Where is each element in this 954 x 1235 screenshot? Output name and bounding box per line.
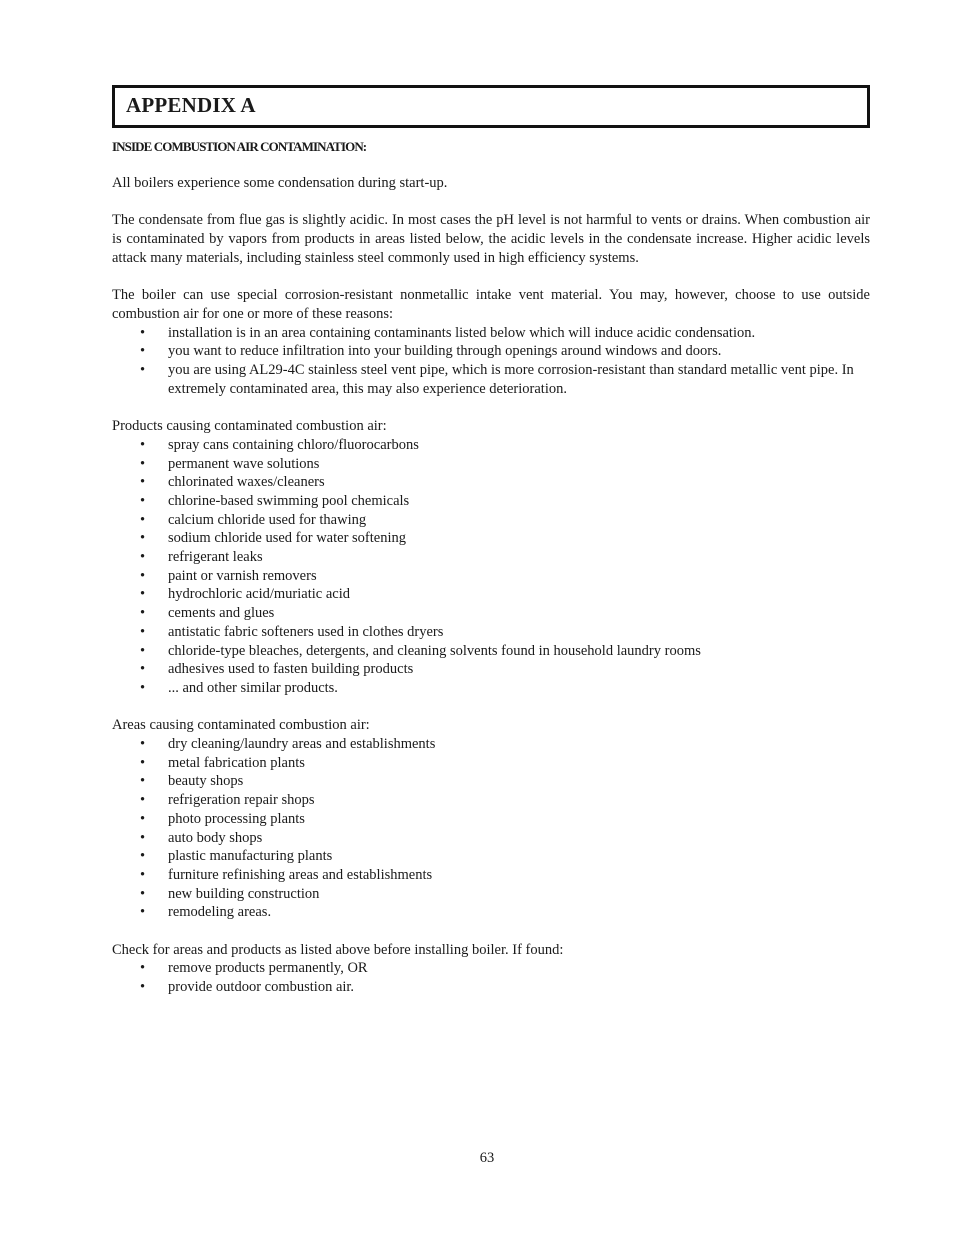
products-list (112, 436, 870, 698)
list-item-text: permanent wave solutions (168, 455, 320, 472)
list-item (112, 679, 870, 698)
bullet-glyph: • (140, 362, 146, 378)
list-item-text: auto body shops (168, 829, 263, 846)
list-item (112, 436, 870, 455)
list-item (112, 791, 870, 810)
list-item (112, 866, 870, 885)
bullet-glyph: • (140, 773, 146, 790)
bullet-glyph: • (140, 661, 146, 678)
list-item (112, 361, 870, 398)
bullet-glyph: • (140, 979, 146, 996)
bullet-glyph: • (140, 549, 146, 566)
list-item (112, 604, 870, 623)
list-item-text: furniture refinishing areas and establishments (168, 866, 433, 883)
areas-heading: Areas causing contaminated combustion air: (112, 717, 370, 734)
list-item-text: ... and other similar products. (168, 679, 338, 696)
bullet-glyph: • (140, 679, 146, 696)
bullet-glyph: • (140, 754, 146, 771)
list-item (112, 772, 870, 791)
bullet-glyph: • (140, 792, 146, 809)
list-item-text: spray cans containing chloro/fluorocarbons (168, 436, 419, 453)
list-item-text: paint or varnish removers (168, 567, 317, 584)
list-item-text: adhesives used to fasten building products (168, 661, 414, 678)
list-item-text: chlorine-based swimming pool chemicals (168, 492, 410, 509)
list-item-text: hydrochloric acid/muriatic acid (168, 586, 350, 603)
bullet-glyph: • (140, 960, 146, 977)
list-item-text: you are using AL29-4C stainless steel vent pipe, which is more corrosion-resistant than standard metallic vent pipe. In extremely contaminated area, this may also experience deterioration. (168, 362, 854, 397)
products-heading: Products causing contaminated combustion air: (112, 418, 387, 435)
bullet-glyph: • (140, 605, 146, 622)
list-item (112, 959, 870, 978)
page-title: APPENDIX A (126, 93, 256, 117)
bullet-glyph: • (140, 492, 146, 509)
bullet-glyph: • (140, 530, 146, 547)
bullet-glyph: • (140, 586, 146, 603)
list-item-text: provide outdoor combustion air. (168, 979, 355, 996)
list-item-text: photo processing plants (168, 810, 305, 827)
reasons-list (112, 324, 870, 399)
actions-list (112, 959, 870, 996)
list-item (112, 511, 870, 530)
list-item-text: refrigerant leaks (168, 549, 263, 566)
list-item-text: chloride-type bleaches, detergents, and cleaning solvents found in household laundry rooms (168, 642, 701, 659)
bullet-glyph: • (140, 436, 146, 453)
bullet-glyph: • (140, 511, 146, 528)
options-paragraph: The boiler can use special corrosion-resistant nonmetallic intake vent material. You may, however, choose to use outside combustion air for one or more of these reasons: (112, 287, 870, 322)
list-item (112, 978, 870, 997)
list-item-text: plastic manufacturing plants (168, 848, 333, 865)
list-item (112, 324, 870, 343)
list-item-text: calcium chloride used for thawing (168, 511, 367, 528)
list-item-text: antistatic fabric softeners used in clothes dryers (168, 623, 444, 640)
list-item-text: new building construction (168, 885, 320, 902)
bullet-glyph: • (140, 810, 146, 827)
bullet-glyph: • (140, 642, 146, 659)
list-item (112, 754, 870, 773)
list-item (112, 735, 870, 754)
bullet-glyph: • (140, 623, 146, 640)
list-item (112, 585, 870, 604)
list-item-text: remodeling areas. (168, 904, 272, 921)
bullet-glyph: • (140, 848, 146, 865)
bullet-glyph: • (140, 343, 146, 360)
list-item (112, 492, 870, 511)
bullet-glyph: • (140, 455, 146, 472)
list-item (112, 660, 870, 679)
list-item (112, 342, 870, 361)
list-item-text: you want to reduce infiltration into your building through openings around windows and doors. (168, 343, 722, 360)
list-item (112, 548, 870, 567)
bullet-glyph: • (140, 904, 146, 921)
areas-list (112, 735, 870, 922)
list-item-text: chlorinated waxes/cleaners (168, 474, 325, 491)
list-item (112, 642, 870, 661)
bullet-glyph: • (140, 474, 146, 491)
list-item (112, 810, 870, 829)
list-item-text: beauty shops (168, 773, 244, 790)
document-body (112, 174, 870, 1016)
list-item-text: metal fabrication plants (168, 754, 305, 771)
list-item (112, 829, 870, 848)
bullet-glyph: • (140, 324, 146, 341)
list-item-text: remove products permanently, OR (168, 960, 368, 977)
bullet-glyph: • (140, 866, 146, 883)
list-item (112, 847, 870, 866)
list-item (112, 473, 870, 492)
list-item-text: sodium chloride used for water softening (168, 530, 406, 547)
list-item (112, 623, 870, 642)
list-item (112, 529, 870, 548)
bullet-glyph: • (140, 885, 146, 902)
list-item (112, 455, 870, 474)
list-item-text: installation is in an area containing contaminants listed below which will induce acidic condensation. (168, 324, 756, 341)
bullet-glyph: • (140, 829, 146, 846)
list-item-text: refrigeration repair shops (168, 792, 315, 809)
list-item (112, 903, 870, 922)
list-item (112, 567, 870, 586)
check-heading: Check for areas and products as listed above before installing boiler. If found: (112, 941, 564, 958)
bullet-glyph: • (140, 567, 146, 584)
appendix-title-box (112, 85, 870, 128)
list-item-text: cements and glues (168, 605, 275, 622)
list-item-text: dry cleaning/laundry areas and establishments (168, 736, 436, 753)
section-heading: INSIDE COMBUSTION AIR CONTAMINATION: (112, 139, 367, 154)
bullet-glyph: • (140, 736, 146, 753)
page-number: 63 (479, 1150, 495, 1166)
condensate-paragraph: The condensate from flue gas is slightly acidic. In most cases the pH level is not harmful to vents or drains. When combustion air is contaminated by vapors from products in areas listed below, the acidic levels in the condensate increase. Higher acidic levels attack many materials, including stainless steel commonly used in high efficiency systems. (112, 212, 870, 266)
list-item (112, 885, 870, 904)
intro-paragraph: All boilers experience some condensation during start-up. (112, 175, 448, 191)
